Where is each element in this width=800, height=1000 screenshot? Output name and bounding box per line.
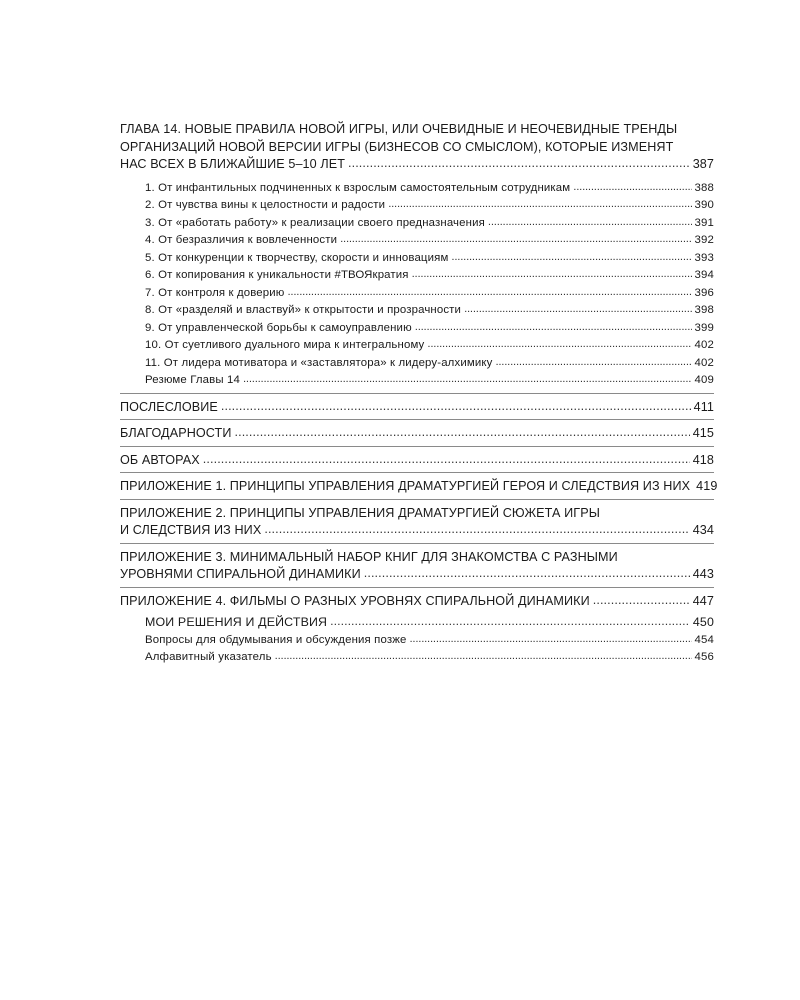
toc-item-page: 402 [694,339,714,351]
toc-afterword-title: ПОСЛЕСЛОВИЕ [120,399,218,414]
dot-leader [340,231,691,249]
toc-chapter-14-title-line-1: ГЛАВА 14. НОВЫЕ ПРАВИЛА НОВОЙ ИГРЫ, ИЛИ ОЧЕВИДНЫЕ И НЕОЧЕВИДНЫЕ ТРЕНДЫ [120,122,678,136]
toc-item-title: 2. От чувства вины к целостности и радости [145,199,386,211]
toc-item-page: 409 [694,374,714,386]
toc-item [120,285,714,303]
dot-leader [243,371,692,389]
toc-item [120,632,714,650]
toc-chapter-14-title-line-3: НАС ВСЕХ В БЛИЖАЙШИЕ 5–10 ЛЕТ [120,157,346,171]
toc-item-title: 5. От конкуренции к творчеству, скорости и инновациям [145,251,449,264]
toc-item [120,197,714,215]
dot-leader [264,521,689,539]
dot-leader [275,648,692,666]
dot-leader [409,631,691,649]
toc-item [120,302,714,320]
dot-leader [495,354,691,372]
toc-item-page: 388 [694,181,714,194]
toc-item-title: 8. От «разделяй и властвуй» к открытости и прозрачности [145,304,462,316]
toc-appendix-2 [120,505,714,540]
dot-leader [427,336,691,354]
toc-chapter-14-title-line-2: ОРГАНИЗАЦИЙ НОВОЙ ВЕРСИИ ИГРЫ (БИЗНЕСОВ СО СМЫСЛОМ), КОТОРЫЕ ИЗМЕНЯТ [120,139,674,154]
toc-item [120,250,714,268]
toc-appendix-3-page: 443 [692,567,714,581]
divider [120,446,714,447]
toc-appendix-2-title-line-2: И СЛЕДСТВИЯ ИЗ НИХ [120,523,262,537]
toc-thanks-title: БЛАГОДАРНОСТИ [120,426,232,440]
toc-item-title: 11. От лидера мотиватора и «заставлятора» к лидеру-алхимику [145,356,493,369]
toc-appendix-4 [120,593,714,611]
dot-leader [593,592,690,610]
toc-item [120,649,714,667]
toc-appendix-4-page: 447 [692,593,714,608]
toc-appendix-1 [120,478,718,496]
toc-appendix-3-title-line-1: ПРИЛОЖЕНИЕ 3. МИНИМАЛЬНЫЙ НАБОР КНИГ ДЛЯ ЗНАКОМСТВА С РАЗНЫМИ [120,549,618,564]
toc-item-page: 454 [694,633,714,646]
toc-item [120,215,714,233]
toc-item-page: 398 [694,304,714,316]
toc-item-title: Вопросы для обдумывания и обсуждения позже [145,633,407,646]
toc-appendix-2-page: 434 [692,523,714,537]
divider [120,543,714,544]
dot-leader [464,301,691,319]
toc-appendix-1-page: 419 [696,479,718,493]
toc-item-page: 456 [694,651,714,663]
toc-appendix-3 [120,549,714,584]
toc-item-title: 6. От копирования к уникальности #ТВОЯкратия [145,269,409,281]
toc-item-page: 450 [692,615,714,629]
toc-item-title: 9. От управленческой борьбы к самоуправлению [145,321,412,334]
toc-chapter-14 [120,121,714,174]
dot-leader [330,613,690,631]
dot-leader [288,284,692,302]
toc-item-page: 396 [694,286,714,299]
toc-item [120,372,714,390]
toc-item-title: 3. От «работать работу» к реализации своего предназначения [145,216,485,229]
toc-authors [120,452,714,470]
divider [120,587,714,588]
divider [120,393,714,394]
toc-item-title: Алфавитный указатель [145,651,272,663]
toc-item-page: 390 [694,199,714,211]
toc-item [120,232,714,250]
toc-authors-page: 418 [692,452,714,467]
toc-appendix-1-title: ПРИЛОЖЕНИЕ 1. ПРИНЦИПЫ УПРАВЛЕНИЯ ДРАМАТУРГИЕЙ ГЕРОЯ И СЛЕДСТВИЯ ИЗ НИХ [120,479,691,493]
dot-leader [364,565,690,583]
toc-item-page: 399 [694,321,714,334]
dot-leader [412,266,692,284]
table-of-contents [120,121,718,667]
toc-item-title: 4. От безразличия к вовлеченности [145,234,338,246]
toc-authors-title: ОБ АВТОРАХ [120,452,200,467]
dot-leader [203,451,690,469]
dot-leader [488,214,692,232]
toc-item [120,267,714,285]
toc-afterword-page: 411 [693,399,714,414]
toc-item-title: Резюме Главы 14 [145,374,240,386]
toc-item [120,320,714,338]
dot-leader [415,319,692,337]
divider [120,499,714,500]
toc-afterword [120,399,714,417]
toc-thanks-page: 415 [692,426,714,440]
toc-chapter-14-page: 387 [692,157,714,171]
dot-leader [388,196,691,214]
dot-leader [221,398,691,416]
toc-appendix-2-title-line-1: ПРИЛОЖЕНИЕ 2. ПРИНЦИПЫ УПРАВЛЕНИЯ ДРАМАТУРГИЕЙ СЮЖЕТА ИГРЫ [120,505,600,520]
toc-item-title: 7. От контроля к доверию [145,286,285,299]
toc-item-page: 394 [694,269,714,281]
toc-item-title: 10. От суетливого дуального мира к интегральному [145,339,425,351]
toc-item-page: 391 [694,216,714,229]
toc-item-title: 1. От инфантильных подчиненных к взрослым самостоятельным сотрудникам [145,181,571,194]
toc-item [120,355,714,373]
toc-item-page: 402 [694,356,714,369]
dot-leader [348,155,690,173]
toc-item [120,614,714,632]
toc-thanks [120,425,714,443]
toc-appendix-3-title-line-2: УРОВНЯМИ СПИРАЛЬНОЙ ДИНАМИКИ [120,567,361,581]
toc-item-page: 392 [694,234,714,246]
dot-leader [235,424,690,442]
toc-item [120,337,714,355]
dot-leader [573,179,691,197]
toc-item-title: МОИ РЕШЕНИЯ И ДЕЙСТВИЯ [145,615,328,629]
dot-leader [451,249,691,267]
divider [120,472,714,473]
divider [120,419,714,420]
toc-item [120,180,714,198]
toc-item-page: 393 [694,251,714,264]
toc-appendix-4-title: ПРИЛОЖЕНИЕ 4. ФИЛЬМЫ О РАЗНЫХ УРОВНЯХ СПИРАЛЬНОЙ ДИНАМИКИ [120,593,590,608]
